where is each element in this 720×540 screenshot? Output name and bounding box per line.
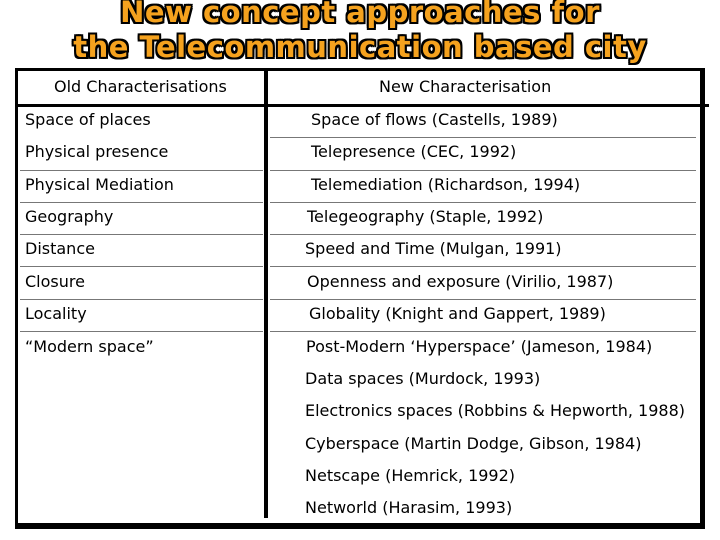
- row-divider: [270, 266, 696, 267]
- table-cell-new: Space of flows (Castells, 1989): [311, 110, 558, 129]
- table-cell-new: Cyberspace (Martin Dodge, Gibson, 1984): [305, 434, 642, 453]
- row-divider: [20, 170, 263, 171]
- column-divider: [264, 70, 268, 518]
- table-cell-old: Geography: [25, 207, 114, 226]
- table-cell-old: Locality: [25, 304, 87, 323]
- row-divider: [270, 170, 696, 171]
- table-cell-old: Distance: [25, 239, 95, 258]
- table-cell-old: Closure: [25, 272, 85, 291]
- table-cell-old: Space of places: [25, 110, 151, 129]
- table-cell-old: “Modern space”: [25, 337, 154, 356]
- page-title-line-2: the Telecommunication based city: [73, 30, 647, 64]
- row-divider: [270, 331, 696, 332]
- table-cell-new: Data spaces (Murdock, 1993): [305, 369, 541, 388]
- table-cell-new: Speed and Time (Mulgan, 1991): [305, 239, 562, 258]
- row-divider: [270, 137, 696, 138]
- row-divider: [20, 266, 263, 267]
- table-cell-new: Netscape (Hemrick, 1992): [305, 466, 516, 485]
- row-divider: [270, 234, 696, 235]
- row-divider: [20, 202, 263, 203]
- table-cell-new: Openness and exposure (Virilio, 1987): [307, 272, 614, 291]
- table-cell-old: Physical presence: [25, 142, 169, 161]
- row-divider: [20, 331, 263, 332]
- page-title-line-1: New concept approaches for: [120, 0, 600, 29]
- row-divider: [270, 299, 696, 300]
- table-cell-old: Physical Mediation: [25, 175, 174, 194]
- header-new-characterisation: New Characterisation: [379, 77, 552, 96]
- table-cell-new: Telemediation (Richardson, 1994): [311, 175, 581, 194]
- table-cell-new: Telepresence (CEC, 1992): [311, 142, 517, 161]
- row-divider: [20, 299, 263, 300]
- table-frame-shadow-bottom: [15, 525, 705, 529]
- table-cell-new: Networld (Harasim, 1993): [305, 498, 513, 517]
- header-divider: [15, 104, 709, 107]
- row-divider: [20, 234, 263, 235]
- table-cell-new: Post-Modern ‘Hyperspace’ (Jameson, 1984): [306, 337, 653, 356]
- table-cell-new: Telegeography (Staple, 1992): [307, 207, 544, 226]
- header-old-characterisations: Old Characterisations: [54, 77, 227, 96]
- table-cell-new: Globality (Knight and Gappert, 1989): [309, 304, 606, 323]
- table-cell-new: Electronics spaces (Robbins & Hepworth, 1988): [305, 401, 685, 420]
- row-divider: [270, 202, 696, 203]
- table-frame-shadow-right: [700, 68, 705, 528]
